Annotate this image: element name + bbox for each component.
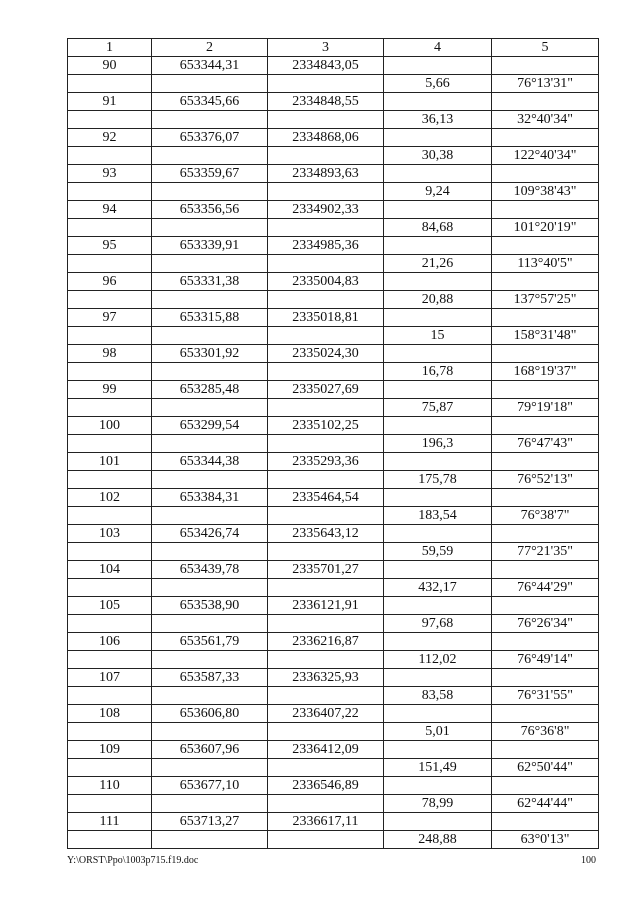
- table-cell: [68, 255, 152, 273]
- table-cell: [384, 129, 492, 147]
- table-cell: 183,54: [384, 507, 492, 525]
- table-cell: 653315,88: [152, 309, 268, 327]
- table-cell: 2335293,36: [268, 453, 384, 471]
- table-cell: 76°26'34": [492, 615, 599, 633]
- table-cell: [68, 831, 152, 849]
- table-cell: [492, 381, 599, 399]
- table-cell: [268, 831, 384, 849]
- table-cell: 5,01: [384, 723, 492, 741]
- table-cell: [268, 687, 384, 705]
- table-cell: [152, 759, 268, 777]
- table-cell: [268, 399, 384, 417]
- table-cell: [68, 147, 152, 165]
- table-cell: 653285,48: [152, 381, 268, 399]
- table-cell: [492, 165, 599, 183]
- table-cell: 15: [384, 327, 492, 345]
- table-row: [68, 309, 599, 327]
- table-cell: [268, 759, 384, 777]
- table-row: [68, 489, 599, 507]
- table-row: [68, 255, 599, 273]
- header-cell: 5: [492, 39, 599, 57]
- table-cell: 175,78: [384, 471, 492, 489]
- table-cell: [384, 309, 492, 327]
- table-cell: 2335464,54: [268, 489, 384, 507]
- table-cell: [68, 615, 152, 633]
- table-cell: 2334843,05: [268, 57, 384, 75]
- table-cell: [492, 273, 599, 291]
- table-cell: 59,59: [384, 543, 492, 561]
- table-row: [68, 237, 599, 255]
- table-row: [68, 741, 599, 759]
- table-cell: [68, 723, 152, 741]
- table-cell: 2335643,12: [268, 525, 384, 543]
- table-cell: [384, 165, 492, 183]
- table-cell: [268, 327, 384, 345]
- table-cell: 96: [68, 273, 152, 291]
- table-cell: [384, 345, 492, 363]
- table-cell: [268, 363, 384, 381]
- table-cell: [492, 525, 599, 543]
- table-cell: [268, 615, 384, 633]
- table-cell: [384, 525, 492, 543]
- table-row: [68, 633, 599, 651]
- table-cell: [152, 651, 268, 669]
- table-row: [68, 561, 599, 579]
- table-cell: 2336325,93: [268, 669, 384, 687]
- table-cell: 2336407,22: [268, 705, 384, 723]
- table-cell: [492, 489, 599, 507]
- table-cell: 653301,92: [152, 345, 268, 363]
- table-cell: 77°21'35": [492, 543, 599, 561]
- table-cell: 75,87: [384, 399, 492, 417]
- table-cell: [152, 219, 268, 237]
- table-header: [68, 39, 599, 57]
- table-cell: 109°38'43": [492, 183, 599, 201]
- table-cell: [268, 75, 384, 93]
- table-cell: 62°50'44": [492, 759, 599, 777]
- table-cell: 122°40'34": [492, 147, 599, 165]
- table-cell: [268, 111, 384, 129]
- table-cell: 112,02: [384, 651, 492, 669]
- table-row: [68, 417, 599, 435]
- table-row: [68, 111, 599, 129]
- table-cell: [492, 237, 599, 255]
- table-cell: [68, 363, 152, 381]
- table-row: [68, 147, 599, 165]
- table-cell: [492, 633, 599, 651]
- table-cell: 653587,33: [152, 669, 268, 687]
- table-row: [68, 399, 599, 417]
- table-cell: 76°31'55": [492, 687, 599, 705]
- table-row: [68, 75, 599, 93]
- table-cell: [384, 201, 492, 219]
- table-cell: 100: [68, 417, 152, 435]
- table-cell: [492, 705, 599, 723]
- table-cell: 2336546,89: [268, 777, 384, 795]
- table-row: [68, 579, 599, 597]
- table-cell: 653439,78: [152, 561, 268, 579]
- table-cell: 2335018,81: [268, 309, 384, 327]
- table-cell: 137°57'25": [492, 291, 599, 309]
- table-cell: [268, 579, 384, 597]
- table-row: [68, 687, 599, 705]
- header-cell: 2: [152, 39, 268, 57]
- table-row: [68, 777, 599, 795]
- table-cell: [152, 543, 268, 561]
- table-cell: [492, 777, 599, 795]
- table-cell: 93: [68, 165, 152, 183]
- table-cell: [68, 183, 152, 201]
- table-cell: 90: [68, 57, 152, 75]
- table-row: [68, 93, 599, 111]
- table-row: [68, 651, 599, 669]
- table-cell: 653356,56: [152, 201, 268, 219]
- table-cell: [384, 813, 492, 831]
- table-cell: [152, 795, 268, 813]
- table-cell: [384, 57, 492, 75]
- table-row: [68, 525, 599, 543]
- table-cell: 62°44'44": [492, 795, 599, 813]
- table-row: [68, 723, 599, 741]
- table-cell: [68, 795, 152, 813]
- table-cell: 76°36'8": [492, 723, 599, 741]
- table-cell: 653299,54: [152, 417, 268, 435]
- table-cell: [68, 435, 152, 453]
- table-cell: 2334985,36: [268, 237, 384, 255]
- table-cell: 76°44'29": [492, 579, 599, 597]
- table-cell: 2335024,30: [268, 345, 384, 363]
- table-row: [68, 345, 599, 363]
- table-cell: [268, 147, 384, 165]
- table-cell: 5,66: [384, 75, 492, 93]
- table-cell: 20,88: [384, 291, 492, 309]
- table-cell: 653331,38: [152, 273, 268, 291]
- table-cell: 94: [68, 201, 152, 219]
- table-cell: 653426,74: [152, 525, 268, 543]
- table-cell: 113°40'5": [492, 255, 599, 273]
- table-cell: 95: [68, 237, 152, 255]
- table-cell: [68, 651, 152, 669]
- table-cell: [492, 129, 599, 147]
- table-cell: 653345,66: [152, 93, 268, 111]
- table-cell: [268, 183, 384, 201]
- table-cell: 2336617,11: [268, 813, 384, 831]
- table-cell: 76°13'31": [492, 75, 599, 93]
- table-body: [68, 57, 599, 849]
- table-cell: 2336412,09: [268, 741, 384, 759]
- table-cell: [68, 579, 152, 597]
- table-cell: 21,26: [384, 255, 492, 273]
- table-cell: [384, 273, 492, 291]
- table-cell: [492, 561, 599, 579]
- table-cell: [68, 687, 152, 705]
- table-cell: [384, 669, 492, 687]
- table-cell: 248,88: [384, 831, 492, 849]
- table-row: [68, 129, 599, 147]
- table-cell: [492, 345, 599, 363]
- table-cell: [384, 777, 492, 795]
- table-cell: 109: [68, 741, 152, 759]
- coordinates-table: [67, 38, 599, 849]
- table-cell: 2334848,55: [268, 93, 384, 111]
- table-cell: [268, 255, 384, 273]
- table-cell: [384, 453, 492, 471]
- table-cell: 653376,07: [152, 129, 268, 147]
- table-row: [68, 201, 599, 219]
- table-cell: 110: [68, 777, 152, 795]
- table-cell: [152, 183, 268, 201]
- table-cell: [152, 723, 268, 741]
- footer-file-path: Y:\ORST\Ppo\1003p715.f19.doc: [67, 855, 199, 866]
- table-cell: [152, 363, 268, 381]
- table-cell: 2335102,25: [268, 417, 384, 435]
- table-cell: 158°31'48": [492, 327, 599, 345]
- table-cell: [384, 705, 492, 723]
- table-cell: [152, 579, 268, 597]
- table-cell: [68, 219, 152, 237]
- table-cell: 653607,96: [152, 741, 268, 759]
- table-row: [68, 165, 599, 183]
- table-cell: 653561,79: [152, 633, 268, 651]
- table-cell: [152, 435, 268, 453]
- table-row: [68, 219, 599, 237]
- table-cell: 101°20'19": [492, 219, 599, 237]
- header-cell: 3: [268, 39, 384, 57]
- table-cell: [68, 291, 152, 309]
- table-cell: [268, 795, 384, 813]
- table-row: [68, 471, 599, 489]
- table-cell: 102: [68, 489, 152, 507]
- table-cell: 83,58: [384, 687, 492, 705]
- table-cell: [384, 741, 492, 759]
- table-cell: [384, 633, 492, 651]
- table-cell: 30,38: [384, 147, 492, 165]
- table-cell: 97: [68, 309, 152, 327]
- table-cell: [384, 597, 492, 615]
- table-cell: 196,3: [384, 435, 492, 453]
- table-row: [68, 327, 599, 345]
- table-row: [68, 381, 599, 399]
- table-cell: 97,68: [384, 615, 492, 633]
- table-cell: [152, 615, 268, 633]
- header-row: [68, 39, 599, 57]
- table-cell: [492, 201, 599, 219]
- table-cell: 107: [68, 669, 152, 687]
- table-row: [68, 453, 599, 471]
- table-cell: [152, 291, 268, 309]
- table-cell: 151,49: [384, 759, 492, 777]
- table-cell: 76°47'43": [492, 435, 599, 453]
- header-cell: 1: [68, 39, 152, 57]
- table-cell: [268, 291, 384, 309]
- table-cell: 101: [68, 453, 152, 471]
- table-cell: [68, 111, 152, 129]
- table-cell: 432,17: [384, 579, 492, 597]
- table-cell: [268, 435, 384, 453]
- table-row: [68, 759, 599, 777]
- table-row: [68, 597, 599, 615]
- table-cell: 2335701,27: [268, 561, 384, 579]
- table-row: [68, 363, 599, 381]
- table-cell: [384, 381, 492, 399]
- table-cell: [68, 471, 152, 489]
- table-cell: 2336216,87: [268, 633, 384, 651]
- table-cell: 9,24: [384, 183, 492, 201]
- table-row: [68, 291, 599, 309]
- table-row: [68, 705, 599, 723]
- table-cell: 653538,90: [152, 597, 268, 615]
- table-cell: 76°52'13": [492, 471, 599, 489]
- table-cell: [384, 237, 492, 255]
- table-cell: 653677,10: [152, 777, 268, 795]
- table-cell: 653344,38: [152, 453, 268, 471]
- table-cell: 78,99: [384, 795, 492, 813]
- table-cell: [492, 93, 599, 111]
- table-row: [68, 795, 599, 813]
- table-cell: 92: [68, 129, 152, 147]
- table-cell: 2335004,83: [268, 273, 384, 291]
- table-row: [68, 543, 599, 561]
- table-cell: 2334868,06: [268, 129, 384, 147]
- table-cell: 2336121,91: [268, 597, 384, 615]
- table-cell: 653359,67: [152, 165, 268, 183]
- table-cell: 653339,91: [152, 237, 268, 255]
- table-cell: 16,78: [384, 363, 492, 381]
- table-cell: 103: [68, 525, 152, 543]
- table-cell: [268, 543, 384, 561]
- table-cell: [268, 507, 384, 525]
- table-cell: [492, 57, 599, 75]
- table-cell: [152, 507, 268, 525]
- table-cell: 111: [68, 813, 152, 831]
- table-cell: 105: [68, 597, 152, 615]
- table-cell: [492, 309, 599, 327]
- table-cell: 653384,31: [152, 489, 268, 507]
- table-cell: [268, 723, 384, 741]
- table-cell: [492, 597, 599, 615]
- table-cell: [268, 471, 384, 489]
- table-cell: [68, 759, 152, 777]
- table-cell: [152, 687, 268, 705]
- table-row: [68, 183, 599, 201]
- table-cell: [68, 75, 152, 93]
- table-cell: [384, 489, 492, 507]
- table-cell: 76°49'14": [492, 651, 599, 669]
- table-cell: 168°19'37": [492, 363, 599, 381]
- table-cell: [492, 453, 599, 471]
- table-row: [68, 669, 599, 687]
- table-cell: [268, 651, 384, 669]
- table-cell: 2335027,69: [268, 381, 384, 399]
- table-cell: [152, 255, 268, 273]
- table-cell: 91: [68, 93, 152, 111]
- table-cell: [68, 399, 152, 417]
- table-row: [68, 57, 599, 75]
- table-cell: [68, 543, 152, 561]
- table-cell: [152, 399, 268, 417]
- table-cell: [152, 147, 268, 165]
- table-cell: [152, 75, 268, 93]
- header-cell: 4: [384, 39, 492, 57]
- table-cell: 2334902,33: [268, 201, 384, 219]
- table-cell: 98: [68, 345, 152, 363]
- table-cell: 63°0'13": [492, 831, 599, 849]
- table-cell: 99: [68, 381, 152, 399]
- table-cell: [68, 327, 152, 345]
- table-cell: 653344,31: [152, 57, 268, 75]
- table-row: [68, 435, 599, 453]
- table-cell: [152, 111, 268, 129]
- table-row: [68, 507, 599, 525]
- table-cell: [152, 327, 268, 345]
- table-cell: 108: [68, 705, 152, 723]
- table-cell: [384, 561, 492, 579]
- table-cell: [492, 417, 599, 435]
- table-cell: [384, 93, 492, 111]
- table-cell: [492, 741, 599, 759]
- table-row: [68, 813, 599, 831]
- table-cell: [152, 471, 268, 489]
- table-cell: [492, 813, 599, 831]
- table-cell: 79°19'18": [492, 399, 599, 417]
- table-cell: 76°38'7": [492, 507, 599, 525]
- table-cell: [268, 219, 384, 237]
- table-cell: [68, 507, 152, 525]
- table-row: [68, 273, 599, 291]
- table-cell: 106: [68, 633, 152, 651]
- table-cell: 2334893,63: [268, 165, 384, 183]
- table-cell: [152, 831, 268, 849]
- table-cell: 653713,27: [152, 813, 268, 831]
- table-cell: 32°40'34": [492, 111, 599, 129]
- table-cell: 653606,80: [152, 705, 268, 723]
- footer-page-number: 100: [581, 855, 596, 866]
- table-row: [68, 615, 599, 633]
- table-cell: [384, 417, 492, 435]
- table-cell: 104: [68, 561, 152, 579]
- table-cell: [492, 669, 599, 687]
- table-cell: 36,13: [384, 111, 492, 129]
- table-row: [68, 831, 599, 849]
- table-cell: 84,68: [384, 219, 492, 237]
